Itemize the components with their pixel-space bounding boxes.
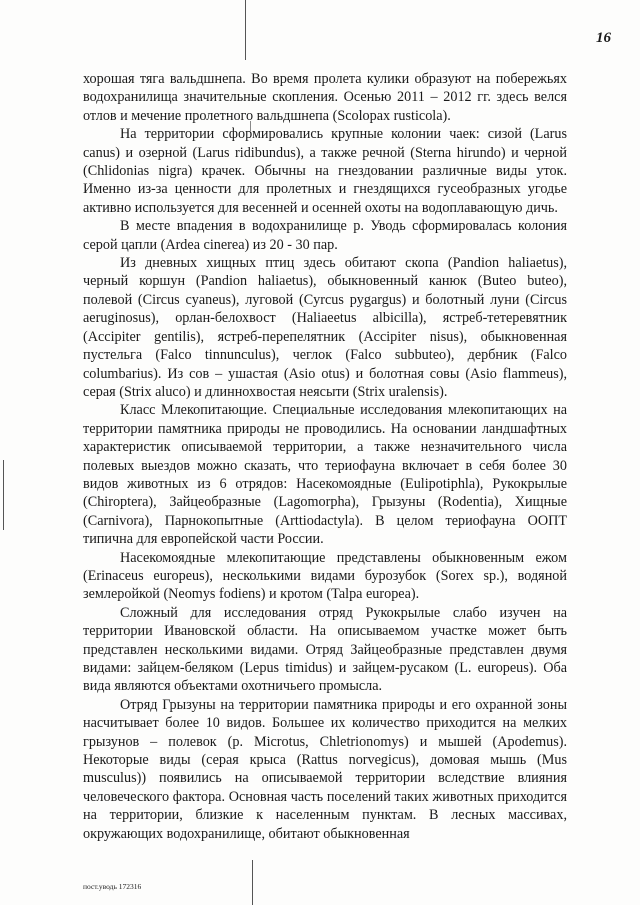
paragraph-heron: В месте впадения в водохранилище р. Уводь сформировалась колония серой цапли (Ardea cinerea) из 20 - 30 пар. [83, 218, 567, 253]
paragraph-insectivores: Насекомоядные млекопитающие представлены обыкновенным ежом (Erinaceus europeus), несколькими видами бурозубок (Sorex sp.), водяной землеройкой (Neomys fodiens) и кротом (Talpa europea). [83, 549, 567, 603]
paragraph-raptors: Из дневных хищных птиц здесь обитают скопа (Pandion haliaetus), черный коршун (Pandion haliaetus), обыкновенный канюк (Buteo buteo), полевой (Circus cyaneus), луговой (Cyrcus pygargus) и болотный луни (Circus aeruginosus), орлан-белохвост (Haliaeetus albicilla), ястреб-тетеревятник (Accipiter gentilis), ястреб-перепелятник (Accipiter nisus), обыкновенная пустельга (Falco tinnunculus), чеглок (Falco subbuteo), дербник (Falco columbarius). Из сов – ушастая (Asio otus) и болотная совы (Asio flammeus), серая (Strix aluco) и длиннохвостая неясыти (Strix uralensis). [83, 255, 567, 400]
paragraph-rodents: Отряд Грызуны на территории памятника природы и его охранной зоны насчитывает более 10 видов. Большее их количество приходится на мелких грызунов – полевок (р. Microtus, Chletrionomys) и мышей (Apodemus). Некоторые виды (серая крыса (Rattus norvegicus), домовая мышь (Mus musculus)) появились на описываемой территории вследствие влияния человеческого фактора. Основная часть поселений таких животных приходится на территории, близкие к населенным пунктам. В лесных массивах, окружающих водохранилище, обитают обыкновенная [83, 696, 567, 842]
scan-line-bottom [252, 860, 253, 905]
scan-line-top [245, 0, 246, 60]
scan-line-left [3, 460, 4, 530]
paragraph-mammals: Класс Млекопитающие. Специальные исследования млекопитающих на территории памятника природы не проводились. На основании ландшафтных характеристик описываемой территории, а также незначительного числа полевых выездов можно сказать, что териофауна включает в себя более 30 видов животных из 6 отрядов: Насекомоядные (Eulipotiphla), Рукокрылые (Chiroptera), Зайцеобразные (Lagomorpha), Грызуны (Rodentia), Хищные (Carnivora), Парнокопытные (Arttiodactyla). В целом териофауна ООПТ типична для европейской части России. [83, 402, 567, 548]
paragraph-woodcock: хорошая тяга вальдшнепа. Во время пролета кулики образуют на побережьях водохранилища значительные скопления. Осенью 2011 – 2012 гг. здесь велся отлов и мечение пролетного вальдшнепа (Scolopax rusticola). [83, 71, 567, 124]
page-number: 16 [596, 30, 611, 46]
paragraph-gulls: На территории сформировались крупные колонии чаек: сизой (Larus canus) и озерной (Larus ridibundus), а также речной (Sterna hirundo) и черной (Chlidonias nigra) крачек. Обычны на гнездовании различные виды уток. Именно из-за ценности для пролетных и гнездящихся гусеобразных угодье активно используется для весенней и осенней охоты на водоплавающую дичь. [83, 126, 567, 216]
body-text [83, 70, 567, 843]
footer-code: пост.уводь 172316 [83, 882, 142, 891]
paragraph-bats-hares: Сложный для исследования отряд Рукокрылые слабо изучен на территории Ивановской области. На описываемом участке может быть представлен несколькими видами. Отряд Зайцеобразные представлен двумя видами: зайцем-беляком (Lepus timidus) и зайцем-русаком (L. europeus). Оба вида являются объектами охотничьего промысла. [83, 604, 567, 695]
